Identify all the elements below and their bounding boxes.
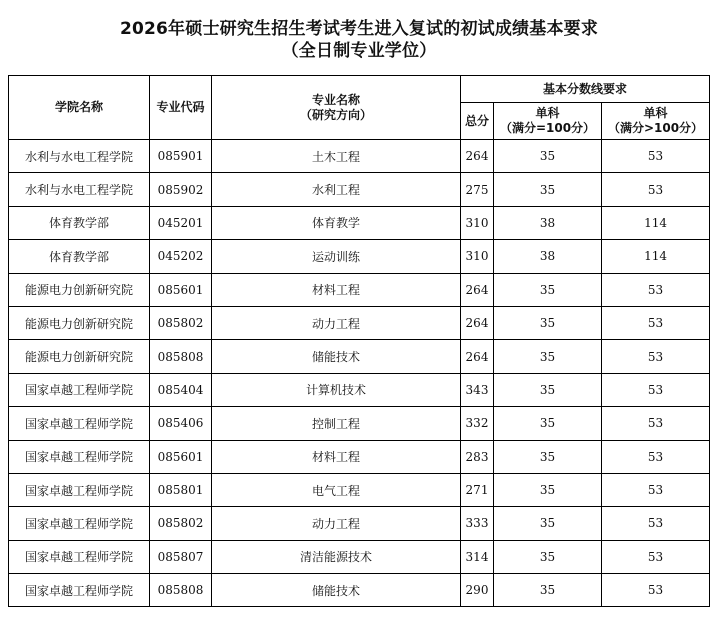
cell-total: 343 [461,373,494,406]
header-major [212,76,461,140]
cell-major: 运动训练 [212,240,461,273]
cell-college: 水利与水电工程学院 [9,173,150,206]
cell-major: 清洁能源技术 [212,540,461,573]
cell-major: 电气工程 [212,473,461,506]
cell-single-100: 35 [494,540,602,573]
table-row [9,240,710,273]
cell-code: 085802 [150,507,212,540]
cell-single-100: 35 [494,473,602,506]
cell-college: 体育教学部 [9,206,150,239]
cell-college: 国家卓越工程师学院 [9,507,150,540]
score-table [8,75,710,607]
cell-major: 控制工程 [212,407,461,440]
cell-college: 体育教学部 [9,240,150,273]
cell-code: 085406 [150,407,212,440]
cell-total: 283 [461,440,494,473]
header-total: 总分 [461,103,494,140]
table-row [9,206,710,239]
cell-code: 045202 [150,240,212,273]
cell-major: 动力工程 [212,507,461,540]
cell-college: 国家卓越工程师学院 [9,574,150,607]
cell-college: 国家卓越工程师学院 [9,440,150,473]
document-title [0,18,718,62]
cell-major: 水利工程 [212,173,461,206]
cell-college: 能源电力创新研究院 [9,273,150,306]
cell-college: 国家卓越工程师学院 [9,473,150,506]
cell-major: 动力工程 [212,306,461,339]
cell-single-100: 35 [494,340,602,373]
cell-single-100: 35 [494,306,602,339]
cell-single-over-100: 53 [602,540,710,573]
header-score-group: 基本分数线要求 [461,76,710,103]
table-row [9,440,710,473]
cell-major: 储能技术 [212,574,461,607]
cell-college: 国家卓越工程师学院 [9,373,150,406]
header-major-label: 专业名称 [311,92,360,107]
cell-single-100: 38 [494,240,602,273]
cell-single-over-100: 114 [602,240,710,273]
header-college: 学院名称 [9,76,150,140]
cell-total: 264 [461,306,494,339]
cell-college: 国家卓越工程师学院 [9,540,150,573]
table-body [9,140,710,607]
title-line-2: （全日制专业学位） [281,41,437,61]
header-single-100-sub: （满分=100分） [499,121,596,135]
cell-code: 045201 [150,206,212,239]
header-single-over-100 [602,103,710,140]
cell-college: 水利与水电工程学院 [9,140,150,173]
table-row [9,306,710,339]
cell-major: 材料工程 [212,440,461,473]
cell-code: 085601 [150,440,212,473]
cell-code: 085902 [150,173,212,206]
cell-single-over-100: 53 [602,273,710,306]
cell-single-over-100: 53 [602,140,710,173]
cell-single-100: 35 [494,440,602,473]
cell-single-over-100: 53 [602,306,710,339]
cell-total: 332 [461,407,494,440]
header-code: 专业代码 [150,76,212,140]
cell-code: 085901 [150,140,212,173]
cell-single-100: 38 [494,206,602,239]
cell-single-100: 35 [494,574,602,607]
table-row [9,507,710,540]
cell-major: 计算机技术 [212,373,461,406]
cell-total: 333 [461,507,494,540]
cell-total: 314 [461,540,494,573]
table-row [9,373,710,406]
cell-code: 085801 [150,473,212,506]
table-row [9,140,710,173]
table-header [9,76,710,140]
cell-single-over-100: 114 [602,206,710,239]
cell-college: 能源电力创新研究院 [9,340,150,373]
cell-code: 085807 [150,540,212,573]
cell-code: 085808 [150,574,212,607]
cell-major: 土木工程 [212,140,461,173]
cell-total: 310 [461,240,494,273]
table-row [9,273,710,306]
cell-code: 085808 [150,340,212,373]
cell-total: 275 [461,173,494,206]
cell-college: 国家卓越工程师学院 [9,407,150,440]
cell-single-over-100: 53 [602,507,710,540]
header-row-top [9,76,710,103]
cell-major: 材料工程 [212,273,461,306]
cell-major: 体育教学 [212,206,461,239]
cell-total: 264 [461,273,494,306]
cell-single-100: 35 [494,373,602,406]
cell-single-100: 35 [494,407,602,440]
table-row [9,540,710,573]
cell-single-over-100: 53 [602,373,710,406]
table-row [9,340,710,373]
cell-total: 271 [461,473,494,506]
header-single-over-100-label: 单科 [643,106,668,120]
cell-single-over-100: 53 [602,473,710,506]
cell-total: 264 [461,340,494,373]
cell-total: 290 [461,574,494,607]
header-single-100-label: 单科 [535,106,560,120]
header-major-sub: （研究方向） [299,107,372,122]
cell-single-100: 35 [494,273,602,306]
cell-single-100: 35 [494,507,602,540]
table-row [9,473,710,506]
cell-total: 264 [461,140,494,173]
cell-single-over-100: 53 [602,173,710,206]
cell-single-over-100: 53 [602,574,710,607]
header-single-over-100-sub: （满分>100分） [607,121,704,135]
cell-major: 储能技术 [212,340,461,373]
cell-college: 能源电力创新研究院 [9,306,150,339]
cell-single-over-100: 53 [602,340,710,373]
cell-code: 085404 [150,373,212,406]
table-row [9,173,710,206]
cell-total: 310 [461,206,494,239]
header-single-100 [494,103,602,140]
cell-single-over-100: 53 [602,407,710,440]
cell-single-100: 35 [494,140,602,173]
cell-single-over-100: 53 [602,440,710,473]
title-line-1: 2026年硕士研究生招生考试考生进入复试的初试成绩基本要求 [119,19,599,39]
cell-code: 085802 [150,306,212,339]
cell-single-100: 35 [494,173,602,206]
table-row [9,574,710,607]
cell-code: 085601 [150,273,212,306]
table-row [9,407,710,440]
